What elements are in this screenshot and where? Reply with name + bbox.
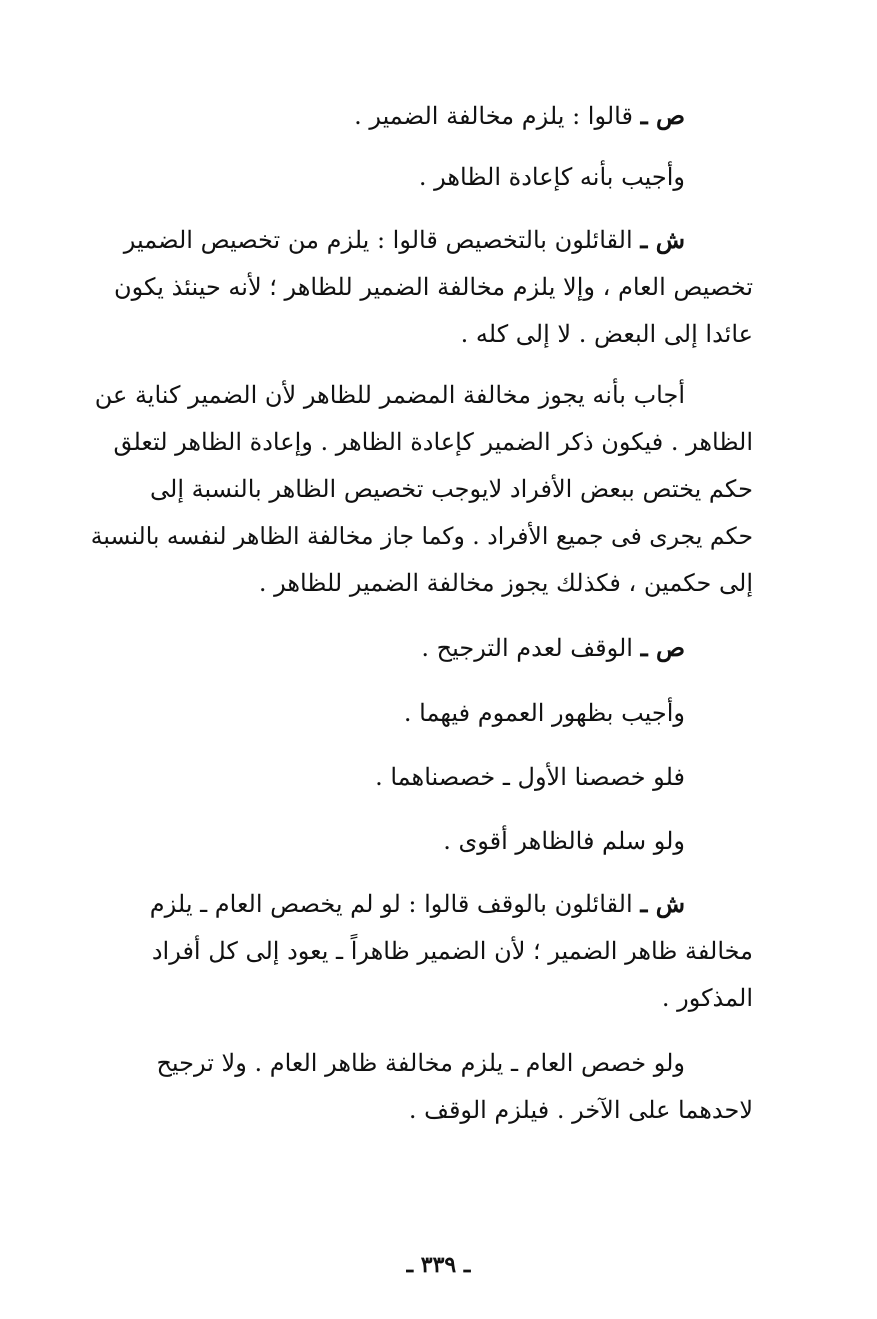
paragraph-line: لاحدهما على الآخر . فيلزم الوقف .: [408, 1096, 753, 1124]
paragraph-line: وأجيب بظهور العموم فيهما .: [403, 699, 685, 727]
paragraph-line: تخصيص العام ، وإلا يلزم مخالفة الضمير للظاهر ؛ لأنه حينئذ يكون: [114, 273, 753, 301]
paragraph-line: حكم يجرى فى جميع الأفراد . وكما جاز مخالفة الظاهر لنفسه بالنسبة: [90, 522, 753, 550]
paragraph-line: ش ـ القائلون بالوقف قالوا : لو لم يخصص العام ـ يلزم: [149, 889, 685, 918]
paragraph-6: [88, 690, 753, 737]
section-marker: ش ـ: [640, 889, 685, 918]
paragraph-line: وأجيب بأنه كإعادة الظاهر .: [418, 163, 685, 191]
paragraph-line: ص ـ قالوا : يلزم مخالفة الضمير .: [354, 101, 685, 130]
section-marker: ص ـ: [640, 101, 685, 130]
paragraph-line: ولو خصص العام ـ يلزم مخالفة ظاهر العام . ولا ترجيح: [156, 1049, 685, 1077]
paragraph-5: [88, 624, 753, 672]
paragraph-line: المذكور .: [661, 984, 753, 1012]
paragraph-3: [88, 216, 753, 358]
paragraph-line: ص ـ الوقف لعدم الترجيح .: [421, 633, 685, 662]
paragraph-line: الظاهر . فيكون ذكر الضمير كإعادة الظاهر . وإعادة الظاهر لتعلق: [113, 428, 753, 456]
paragraph-line: ولو سلم فالظاهر أقوى .: [443, 827, 685, 855]
paragraph-7: [88, 754, 753, 801]
section-marker: ش ـ: [640, 225, 685, 254]
paragraph-line: فلو خصصنا الأول ـ خصصناهما .: [375, 763, 685, 791]
section-marker: ص ـ: [640, 633, 685, 662]
paragraph-line: مخالفة ظاهر الضمير ؛ لأن الضمير ظاهراً ـ يعود إلى كل أفراد: [151, 937, 753, 965]
paragraph-1: [88, 92, 753, 140]
paragraph-line: ش ـ القائلون بالتخصيص قالوا : يلزم من تخصيص الضمير: [123, 225, 685, 254]
paragraph-10: [88, 1040, 753, 1134]
page-number: ـ ٣٣٩ ـ: [406, 1252, 471, 1278]
paragraph-2: [88, 154, 753, 201]
paragraph-line: حكم يختص ببعض الأفراد لايوجب تخصيص الظاهر بالنسبة إلى: [150, 475, 753, 503]
paragraph-8: [88, 818, 753, 865]
paragraph-line: عائدا إلى البعض . لا إلى كله .: [460, 320, 753, 348]
paragraph-line: إلى حكمين ، فكذلك يجوز مخالفة الضمير للظاهر .: [258, 569, 753, 597]
paragraph-line: أجاب بأنه يجوز مخالفة المضمر للظاهر لأن الضمير كناية عن: [94, 381, 685, 409]
paragraph-4: [88, 372, 753, 607]
paragraph-9: [88, 880, 753, 1022]
